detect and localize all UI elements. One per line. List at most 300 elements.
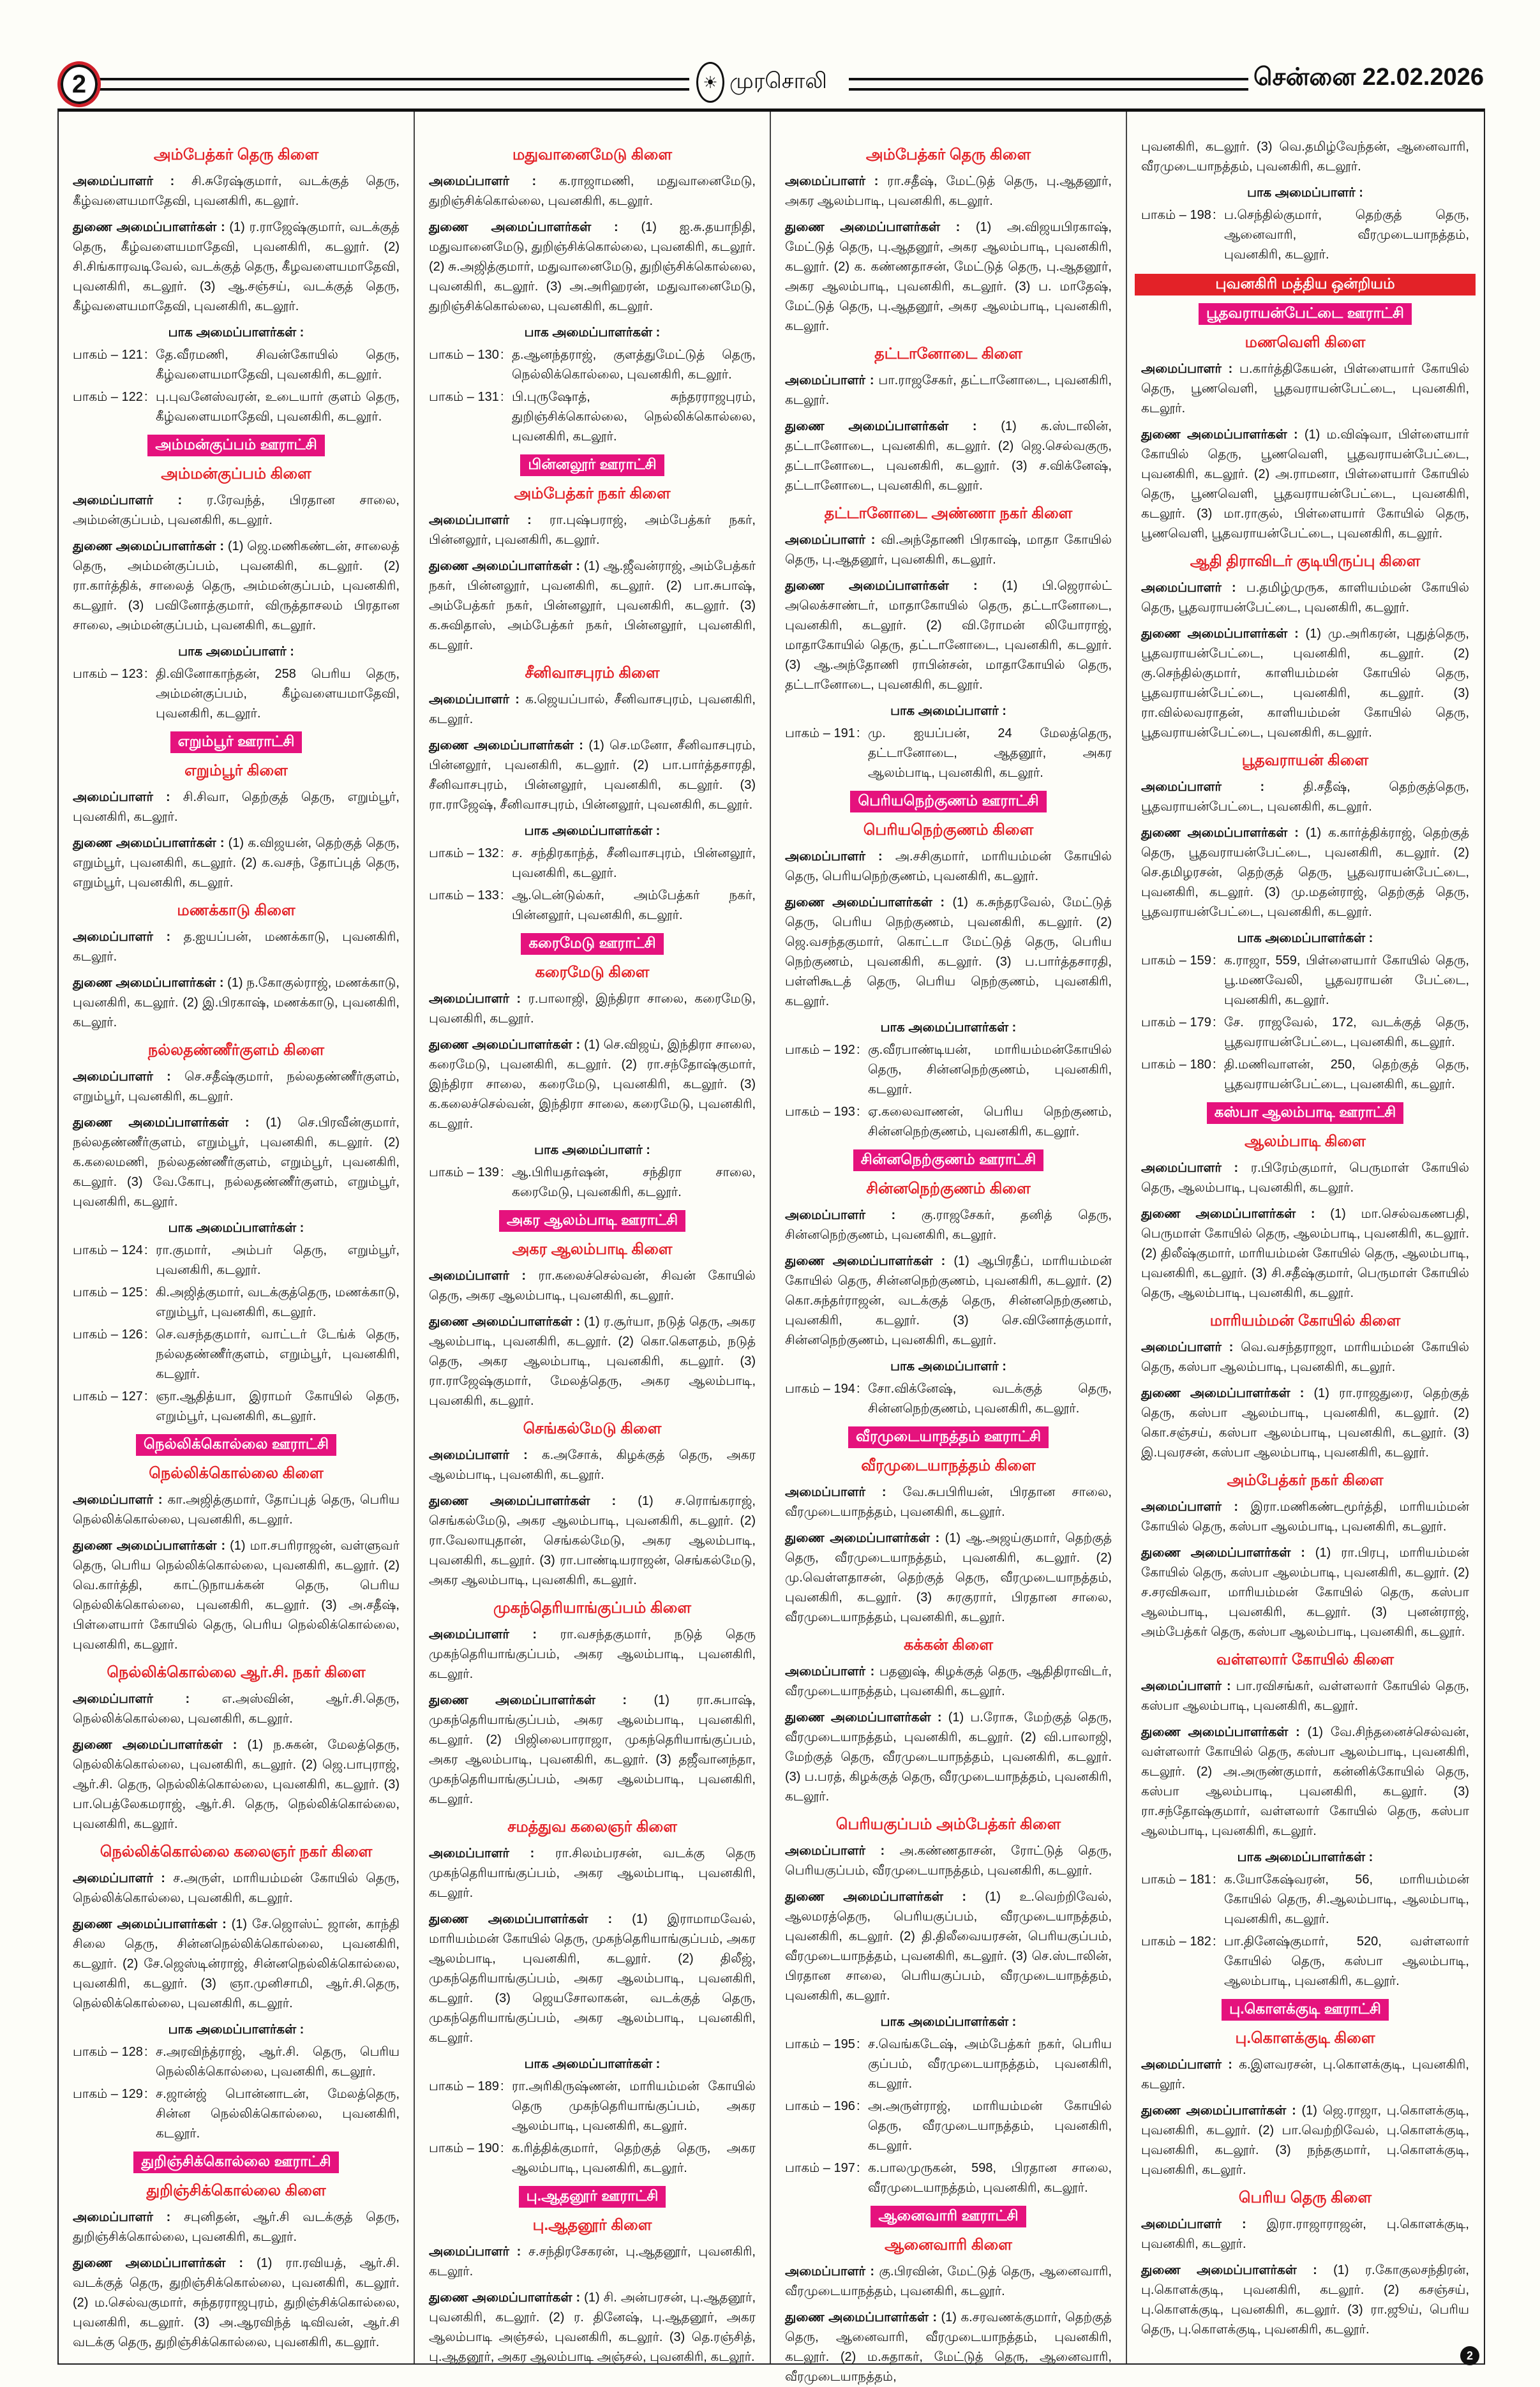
member-paragraph bbox=[73, 788, 400, 827]
member-details: (1) இராமாமவேல், மாரியம்மன் கோயில் தெரு, முகந்தெரியாங்குப்பம், அகர ஆலம்பாடி, புவனகிரி, கடலூர். (2) திலீஜ், முகந்தெரியாங்குப்பம், அகர ஆலம்பாடி, புவனகிரி, கடலூர். (3) ஜெயசோலாகன், வடக்குத் தெரு, முகந்தெரியாங்குப்பம், அகர ஆலம்பாடி, புவனகிரி, கடலூர். bbox=[429, 1912, 756, 2045]
member-details: க.ராஜாமணி, மதுவானைமேடு, துறிஞ்சிக்கொல்லை, புவனகிரி, கடலூர். bbox=[429, 174, 756, 208]
banner-label: சின்னநெற்குணம் ஊராட்சி bbox=[853, 1149, 1044, 1171]
member-paragraph bbox=[1141, 359, 1469, 419]
branch-heading: தட்டானோடை கிளை bbox=[874, 345, 1022, 363]
role-label: அமைப்பாளர் : bbox=[785, 373, 874, 387]
role-label: துணை அமைப்பாளர்கள் : bbox=[73, 2256, 244, 2270]
masthead-rule bbox=[849, 78, 1315, 91]
member-paragraph bbox=[73, 1869, 400, 1908]
role-label: அமைப்பாளர் : bbox=[73, 1692, 190, 1706]
booth-organizer: த.ஆனந்தராஜ், குளத்துமேட்டுத் தெரு, நெல்லிக்கொல்லை, புவனகிரி, கடலூர். bbox=[512, 348, 756, 382]
member-paragraph bbox=[785, 1252, 1112, 1351]
role-label: துணை அமைப்பாளர்கள் : bbox=[1141, 1207, 1315, 1221]
subheading: பாக அமைப்பாளர் : bbox=[534, 1143, 650, 1157]
booth-number: பாகம் – 125 bbox=[73, 1285, 143, 1299]
panchayat-banner bbox=[73, 1434, 400, 1456]
booth-organizer: ச.ஜான்ஜ் பொன்னாடன், மேலத்தெரு, சின்ன நெல்லிக்கொல்லை, புவனகிரி, கடலூர். bbox=[156, 2087, 400, 2141]
branch-heading: பு.கொளக்குடி கிளை bbox=[1235, 2030, 1375, 2047]
member-paragraph bbox=[785, 1206, 1112, 1245]
role-label: அமைப்பாளர் : bbox=[1141, 2058, 1232, 2072]
booth-row bbox=[73, 2042, 400, 2082]
role-label: துணை அமைப்பாளர்கள் : bbox=[73, 1116, 250, 1130]
member-paragraph bbox=[429, 218, 756, 317]
member-paragraph bbox=[73, 1113, 400, 1212]
member-paragraph bbox=[1141, 823, 1469, 922]
colon: : bbox=[1213, 208, 1216, 222]
member-details: (1) மு.அரிகரன், புதுத்தெரு, பூதவராயன்பேட்டை, புவனகிரி, கடலூர். (2) கு.செந்தில்குமார், காளியம்மன் கோயில் தெரு, பூதவராயன்பேட்டை, புவனகிரி, கடலூர். (3) ரா.வில்லவராதன், காளியம்மன் கோயில் தெரு, பூதவராயன்பேட்டை, புவனகிரி, கடலூர். bbox=[1141, 627, 1469, 740]
banner-label: வீரமுடையாநத்தம் ஊராட்சி bbox=[848, 1426, 1049, 1448]
role-label: துணை அமைப்பாளர்கள் : bbox=[429, 1693, 627, 1707]
panchayat-banner bbox=[429, 2186, 756, 2208]
member-paragraph bbox=[73, 834, 400, 893]
member-paragraph bbox=[1141, 1384, 1469, 1463]
member-paragraph bbox=[785, 1841, 1112, 1881]
role-label: அமைப்பாளர் : bbox=[73, 930, 171, 944]
member-details: (1) ரா.ரவியத், ஆர்.சி. வடக்குத் தெரு, துறிஞ்சிக்கொல்லை, புவனகிரி, கடலூர். (2) ம.செல்வகுமார், சுந்தரராஜபுரம், துறிஞ்சிக்கொல்லை, புவனகிரி, கடலூர். (3) அ.ஆரவிந்த் டிவிவன், ஆர்.சி வடக்கு தெரு, துறிஞ்சிக்கொல்லை, புவனகிரி, கடலூர். bbox=[73, 2256, 400, 2349]
booth-row bbox=[73, 345, 400, 385]
role-label: துணை அமைப்பாளர்கள் : bbox=[429, 1494, 617, 1508]
branch-heading: அம்பேத்கர் தெரு கிளை bbox=[865, 146, 1031, 163]
column-4 bbox=[1127, 112, 1483, 2363]
role-label: அமைப்பாளர் : bbox=[1141, 1679, 1231, 1693]
subheading: பாக அமைப்பாளர்கள் : bbox=[1237, 1850, 1373, 1864]
banner-label: புவனகிரி மத்திய ஒன்றியம் bbox=[1135, 274, 1476, 296]
member-paragraph bbox=[785, 371, 1112, 410]
member-paragraph bbox=[73, 1536, 400, 1655]
colon: : bbox=[500, 348, 504, 362]
booth-organizer: தி.மணிவாளன், 250, தெற்குத் தெரு, பூதவராயன்பேட்டை, புவனகிரி, கடலூர். bbox=[1224, 1058, 1469, 1091]
paper-name: முரசொலி bbox=[729, 68, 827, 93]
booth-organizer: ப.செந்தில்குமார், தெற்குத் தெரு, ஆனைவாரி, வீரமுடையாநத்தம், புவனகிரி, கடலூர். bbox=[1224, 208, 1469, 262]
role-label: அமைப்பாளர் : bbox=[785, 2264, 875, 2278]
member-details: ர.ரேவந்த், பிரதான சாலை, அம்மன்குப்பம், புவனகிரி, கடலூர். bbox=[73, 493, 400, 527]
banner-label: அம்மன்குப்பம் ஊராட்சி bbox=[147, 435, 324, 456]
member-paragraph bbox=[1141, 425, 1469, 544]
booth-row bbox=[1141, 1055, 1469, 1095]
member-details: சி.சிவா, தெற்குத் தெரு, எறும்பூர், புவனகிரி, கடலூர். bbox=[73, 790, 400, 824]
member-details: ர.பாலாஜி, இந்திரா சாலை, கரைமேடு, புவனகிரி, கடலூர். bbox=[429, 992, 756, 1026]
member-paragraph bbox=[73, 973, 400, 1033]
union-banner bbox=[1135, 274, 1476, 296]
member-details: அ.சசிகுமார், மாரியம்மன் கோயில் தெரு, பெரியநெற்குணம், புவனகிரி, கடலூர். bbox=[785, 849, 1112, 883]
role-label: துணை அமைப்பாளர்கள் : bbox=[73, 1917, 227, 1931]
member-details: (1) க.ஸ்டாலின், தட்டானோடை, புவனகிரி, கடலூர். (2) ஜெ.செல்வகுரு, தட்டானோடை, புவனகிரி, கடலூர். (3) ச.விக்னேஷ், தட்டானோடை, புவனகிரி, கடலூர். bbox=[785, 419, 1112, 493]
member-paragraph bbox=[1141, 1723, 1469, 1841]
member-details: எ.அஸ்வின், ஆர்.சி.தெரு, நெல்லிக்கொல்லை, புவனகிரி, கடலூர். bbox=[73, 1692, 400, 1726]
booth-organizer: மு. ஐயப்பன், 24 மேலத்தெரு, தட்டானோடை, ஆதனூர், அகர ஆலம்பாடி, புவனகிரி, கடலூர். bbox=[868, 726, 1112, 780]
booth-row bbox=[785, 2035, 1112, 2094]
banner-label: பெரியநெற்குணம் ஊராட்சி bbox=[850, 791, 1046, 812]
member-paragraph bbox=[785, 417, 1112, 496]
booth-number: பாகம் – 127 bbox=[73, 1389, 143, 1403]
panchayat-banner bbox=[785, 1149, 1112, 1171]
booth-organizer: கு.வீரபாண்டியன், மாரியம்மன்கோயில் தெரு, சின்னநெற்குணம், புவனகிரி, கடலூர். bbox=[868, 1043, 1112, 1096]
branch-heading: அகர ஆலம்பாடி கிளை bbox=[512, 1241, 673, 1258]
member-paragraph bbox=[785, 2308, 1112, 2387]
member-paragraph bbox=[785, 1483, 1112, 1522]
subheading: பாக அமைப்பாளர்கள் : bbox=[1237, 931, 1373, 945]
member-details: (1) ரா.சுபாஷ், முகந்தெரியாங்குப்பம், அகர ஆலம்பாடி, புவனகிரி, கடலூர். (2) பிஜிலைபாராஜா, முகந்தெரியாங்குப்பம், அகர ஆலம்பாடி, புவனகிரி, கடலூர். (3) தஜீவானந்தா, முகந்தெரியாங்குப்பம், அகர ஆலம்பாடி, புவனகிரி, கடலூர். bbox=[429, 1693, 756, 1806]
member-paragraph bbox=[1141, 777, 1469, 817]
footer-page-number: 2 bbox=[1460, 2346, 1479, 2365]
role-label: துணை அமைப்பாளர்கள் : bbox=[1141, 1546, 1305, 1560]
role-label: அமைப்பாளர் : bbox=[785, 1844, 885, 1858]
booth-organizer: கி.அஜித்குமார், வடக்குத்தெரு, மணக்காடு, எறும்பூர், புவனகிரி, கடலூர். bbox=[156, 1285, 400, 1319]
subheading: பாக அமைப்பாளர் : bbox=[178, 645, 294, 659]
branch-heading: பு.ஆதனூர் கிளை bbox=[532, 2217, 652, 2234]
member-details: ரா.வசந்தகுமார், நடுத் தெரு முகந்தெரியாங்குப்பம், அகர ஆலம்பாடி, புவனகிரி, கடலூர். bbox=[429, 1627, 756, 1681]
banner-label: கரைமேடு ஊராட்சி bbox=[521, 933, 663, 955]
member-details: (1) ம.விஷ்வா, பிள்ளையார் கோயில் தெரு, பூணவெளி, பூதவராயன்பேட்டை, புவனகிரி, கடலூர். (2) அ.ராமனா, பிள்ளையார் கோயில் தெரு, பூணவெளி, பூதவராயன்பேட்டை, புவனகிரி, கடலூர். (3) மா.ராகுல், பிள்ளையார் கோயில் தெரு, பூணவெளி, பூதவராயன்பேட்டை, புவனகிரி, கடலூர். bbox=[1141, 428, 1470, 541]
banner-label: பின்னலூர் ஊராட்சி bbox=[520, 454, 664, 476]
member-paragraph bbox=[73, 1735, 400, 1834]
role-label: துணை அமைப்பாளர்கள் : bbox=[1141, 428, 1298, 442]
booth-organizer: ஞா.ஆதித்யா, இராமர் கோயில் தெரு, எறும்பூர், புவனகிரி, கடலூர். bbox=[156, 1389, 400, 1423]
booth-row bbox=[785, 2159, 1112, 2198]
member-paragraph bbox=[429, 690, 756, 730]
role-label: துணை அமைப்பாளர்கள் : bbox=[73, 976, 224, 990]
dateline: சென்னை 22.02.2026 bbox=[1248, 64, 1484, 94]
role-label: துணை அமைப்பாளர்கள் : bbox=[429, 1912, 613, 1926]
member-paragraph bbox=[429, 1625, 756, 1684]
branch-heading: மணவெளி கிளை bbox=[1245, 334, 1366, 351]
booth-row bbox=[1141, 1870, 1469, 1929]
role-label: அமைப்பாளர் : bbox=[429, 174, 537, 188]
member-details: (1) க.கார்த்திக்ராஜ், தெற்குத் தெரு, பூதவராயன்பேட்டை, புவனகிரி, கடலூர். (2) செ.தமிழரசன், தெற்குத் தெரு, பூதவராயன்பேட்டை, புவனகிரி, கடலூர். (3) மு.மதன்ராஜ், தெற்குத் தெரு, பூதவராயன்பேட்டை, புவனகிரி, கடலூர். bbox=[1141, 826, 1469, 919]
booth-number: பாகம் – 124 bbox=[73, 1243, 143, 1257]
booth-number: பாகம் – 133 bbox=[429, 888, 499, 902]
role-label: துணை அமைப்பாளர்கள் : bbox=[785, 1890, 966, 1904]
booth-number: பாகம் – 194 bbox=[785, 1382, 855, 1396]
branch-heading: பூதவராயன் கிளை bbox=[1241, 752, 1369, 769]
member-paragraph bbox=[785, 847, 1112, 887]
member-details: (1) ர.ராஜேஷ்குமார், வடக்குத் தெரு, கீழ்வளையமாதேவி, புவனகிரி, கடலூர். (2) சி.சிங்காரவடிவேல், வடக்குத் தெரு, கீழவளையமாதேவி, புவனகிரி, கடலூர். (3) ஆ.சஞ்சய், வடக்குத் தெரு, கீழ்வளையமாதேவி, புவனகிரி, கடலூர். bbox=[73, 220, 400, 313]
role-label: துணை அமைப்பாளர்கள் : bbox=[1141, 2263, 1317, 2277]
booth-row bbox=[785, 1040, 1112, 1100]
booth-number: பாகம் – 129 bbox=[73, 2087, 143, 2101]
colon: : bbox=[144, 1389, 148, 1403]
member-details: சி.சுரேஷ்குமார், வடக்குத் தெரு, கீழ்வளையமாதேவி, புவனகிரி, கடலூர். bbox=[73, 174, 400, 208]
member-paragraph bbox=[73, 1689, 400, 1729]
colon: : bbox=[500, 1165, 504, 1179]
member-details: (1) பி.ஜெரால்ட் அலெக்சாண்டர், மாதாகோயில் தெரு, தட்டானோடை, புவனகிரி, கடலூர். (2) வி.ரோமன் லியோராஜ், மாதாகோயில் தெரு, தட்டானோடை, புவனகிரி, கடலூர். (3) ஆ.அந்தோணி ராபின்சன், மாதாகோயில் தெரு, தட்டானோடை, புவனகிரி, கடலூர். bbox=[785, 579, 1112, 692]
booth-number: பாகம் – 197 bbox=[785, 2161, 855, 2175]
member-details: பா.ராஜசேகர், தட்டானோடை, புவனகிரி, கடலூர். bbox=[785, 373, 1112, 407]
branch-heading: செங்கல்மேடு கிளை bbox=[523, 1420, 662, 1437]
member-paragraph bbox=[1141, 1677, 1469, 1716]
member-details: (1) ஆ.ஜீவன்ராஜ், அம்பேத்கர் நகர், பின்னலூர், புவனகிரி, கடலூர். (2) பா.சுபாஷ், அம்பேத்கர் நகர், பின்னலூர், புவனகிரி, கடலூர். (3) க.சுவிதாஸ், அம்பேத்கர் நகர், பின்னலூர், புவனகிரி, கடலூர். bbox=[429, 559, 756, 652]
column-3 bbox=[771, 112, 1127, 2384]
role-label: அமைப்பாளர் : bbox=[73, 790, 170, 804]
member-paragraph bbox=[73, 537, 400, 636]
subheading: பாக அமைப்பாளர்கள் : bbox=[880, 2015, 1017, 2029]
role-label: துணை அமைப்பாளர்கள் : bbox=[73, 220, 225, 234]
member-details: (1) ஜெ.மணிகண்டன், சாலைத் தெரு, அம்மன்குப்பம், புவனகிரி, கடலூர். (2) ரா.கார்த்திக், சாலைத் தெரு, அம்மன்குப்பம், புவனகிரி, கடலூர். (3) பவினோத்குமார், விருத்தாசலம் பிரதான சாலை, அம்மன்குப்பம், புவனகிரி, கடலூர். bbox=[73, 539, 400, 632]
booth-number: பாகம் – 121 bbox=[73, 348, 143, 362]
colon: : bbox=[500, 2141, 504, 2155]
member-paragraph bbox=[429, 557, 756, 655]
member-details: (1) ரா.பிரபு, மாரியம்மன் கோயில் தெரு, கஸ்பா ஆலம்பாடி, புவனகிரி, கடலூர். (2) ச.சரவிசுவா, மாரியம்மன் கோயில் தெரு, கஸ்பா ஆலம்பாடி, புவனகிரி, கடலூர். (3) புனன்ராஜ், அம்பேத்கர் தெரு, கஸ்பா ஆலம்பாடி, புவனகிரி, கடலூர். bbox=[1141, 1546, 1469, 1639]
role-label: துணை அமைப்பாளர்கள் : bbox=[785, 2310, 938, 2324]
subheading: பாக அமைப்பாளர்கள் : bbox=[168, 1221, 304, 1235]
role-label: அமைப்பாளர் : bbox=[1141, 581, 1236, 595]
member-details: (1) ஐ.சு.தயாநிதி, மதுவானைமேடு, துறிஞ்சிக்கொல்லை, புவனகிரி, கடலூர். (2) சு.அஜித்குமார், மதுவானைமேடு, துறிஞ்சிக்கொல்லை, புவனகிரி, கடலூர். (3) அ.அரிஹரன், மதுவானைமேடு, துறிஞ்சிக்கொல்லை, புவனகிரி, கடலூர். bbox=[429, 220, 756, 313]
member-paragraph bbox=[73, 172, 400, 211]
role-label: அமைப்பாளர் : bbox=[429, 1448, 528, 1462]
role-label: துணை அமைப்பாளர்கள் : bbox=[73, 539, 224, 553]
member-details: புவனகிரி, கடலூர். (3) வெ.தமிழ்வேந்தன், ஆனைவாரி, வீரமுடையாநத்தம், புவனகிரி, கடலூர். bbox=[1141, 140, 1469, 174]
booth-number: பாகம் – 192 bbox=[785, 1043, 855, 1057]
member-paragraph bbox=[429, 172, 756, 211]
booth-organizer: ஏ.கலைவாணன், பெரிய நெற்குணம், சின்னநெற்குணம், புவனகிரி, கடலூர். bbox=[868, 1105, 1112, 1139]
booth-row bbox=[429, 387, 756, 447]
member-paragraph bbox=[429, 1446, 756, 1485]
member-details: (1) க.விஜயன், தெற்குத் தெரு, எறும்பூர், புவனகிரி, கடலூர். (2) க.வசந், தோப்புத் தெரு, எறும்பூர், புவனகிரி, கடலூர். bbox=[73, 836, 400, 890]
member-paragraph bbox=[73, 2254, 400, 2353]
branch-heading: தட்டானோடை அண்ணா நகர் கிளை bbox=[824, 505, 1073, 522]
newspaper-logo bbox=[692, 61, 831, 103]
colon: : bbox=[500, 846, 504, 860]
booth-row bbox=[785, 1102, 1112, 1142]
booth-row bbox=[1141, 1932, 1469, 1991]
booth-number: பாகம் – 122 bbox=[73, 390, 143, 404]
role-label: அமைப்பாளர் : bbox=[785, 174, 879, 188]
panchayat-banner bbox=[429, 933, 756, 955]
booth-row bbox=[1141, 951, 1469, 1010]
role-label: துணை அமைப்பாளர்கள் : bbox=[1141, 627, 1299, 641]
member-paragraph bbox=[73, 1067, 400, 1107]
colon: : bbox=[1213, 1015, 1216, 1029]
role-label: அமைப்பாளர் : bbox=[429, 1269, 526, 1283]
role-label: அமைப்பாளர் : bbox=[429, 1627, 537, 1642]
panchayat-banner bbox=[785, 791, 1112, 812]
member-paragraph bbox=[1141, 2215, 1469, 2254]
member-details: அ.கண்ணதாசன், ரோட்டுத் தெரு, பெரியகுப்பம், வீரமுடையாநத்தம், புவனகிரி, கடலூர். bbox=[785, 1844, 1112, 1878]
booth-number: பாகம் – 128 bbox=[73, 2045, 143, 2059]
member-paragraph bbox=[429, 1312, 756, 1411]
panchayat-banner bbox=[73, 731, 400, 753]
colon: : bbox=[144, 2087, 148, 2101]
member-details: (1) மா.செல்வகணபதி, பெருமாள் கோயில் தெரு, ஆலம்பாடி, புவனகிரி, கடலூர். (2) திலீஷ்குமார், மாரியம்மன் கோயில் தெரு, ஆலம்பாடி, புவனகிரி, கடலூர். (3) சி.சதீஷ்குமார், பெருமாள் கோயில் தெரு, ஆலம்பாடி, புவனகிரி, கடலூர். bbox=[1141, 1207, 1469, 1300]
member-details: பா.ரவிசங்கர், வள்ளலார் கோயில் தெரு, கஸ்பா ஆலம்பாடி, புவனகிரி, கடலூர். bbox=[1141, 1679, 1469, 1713]
banner-label: நெல்லிக்கொல்லை ஊராட்சி bbox=[136, 1434, 336, 1456]
member-details: (1) செ.விஜய், இந்திரா சாலை, கரைமேடு, புவனகிரி, கடலூர். (2) ரா.சந்தோஷ்குமார், இந்திரா சாலை, கரைமேடு, புவனகிரி, கடலூர். (3) க.கலைச்செல்வன், இந்திரா சாலை, கரைமேடு, புவனகிரி, கடலூர். bbox=[429, 1038, 756, 1131]
member-details: ரா.புஷ்பராஜ், அம்பேத்கர் நகர், பின்னலூர், புவனகிரி, கடலூர். bbox=[429, 513, 756, 547]
role-label: துணை அமைப்பாளர்கள் : bbox=[785, 220, 961, 234]
booth-number: பாகம் – 123 bbox=[73, 667, 143, 681]
booth-number: பாகம் – 182 bbox=[1141, 1934, 1211, 1949]
booth-organizer: பி.புருஷோத், சுந்தரராஜபுரம், துறிஞ்சிக்கொல்லை, நெல்லிக்கொல்லை, புவனகிரி, கடலூர். bbox=[512, 390, 756, 444]
branch-heading: மாரியம்மன் கோயில் கிளை bbox=[1209, 1312, 1401, 1329]
member-details: ர.பிரேம்குமார், பெருமாள் கோயில் தெரு, ஆலம்பாடி, புவனகிரி, கடலூர். bbox=[1141, 1161, 1469, 1195]
booth-organizer: ஆ.டென்டுல்கர், அம்பேத்கர் நகர், பின்னலூர், புவனகிரி, கடலூர். bbox=[512, 888, 756, 922]
banner-label: கஸ்பா ஆலம்பாடி ஊராட்சி bbox=[1207, 1102, 1404, 1124]
role-label: துணை அமைப்பாளர்கள் : bbox=[1141, 2104, 1296, 2118]
role-label: அமைப்பாளர் : bbox=[73, 1070, 171, 1084]
member-details: (1) ச.ரொங்கராஜ், செங்கல்மேடு, அகர ஆலம்பாடி, புவனகிரி, கடலூர். (2) ரா.வேலாயுதான், செங்கல்மேடு, அகர ஆலம்பாடி, புவனகிரி, கடலூர். (3) ரா.பாண்டியராஜன், செங்கல்மேடு, அகர ஆலம்பாடி, புவனகிரி, கடலூர். bbox=[429, 1494, 756, 1587]
member-details: க.இளவரசன், பு.கொளக்குடி, புவனகிரி, கடலூர். bbox=[1141, 2058, 1469, 2091]
role-label: அமைப்பாளர் : bbox=[73, 493, 183, 507]
colon: : bbox=[500, 390, 504, 404]
member-paragraph bbox=[429, 2288, 756, 2367]
booth-organizer: பா.தினேஷ்குமார், 520, வள்ளலார் கோயில் தெரு, கஸ்பா ஆலம்பாடி, ஆலம்பாடி, புவனகிரி, கடலூர். bbox=[1224, 1934, 1469, 1988]
role-label: அமைப்பாளர் : bbox=[73, 1493, 163, 1507]
colon: : bbox=[856, 1043, 860, 1057]
booth-row bbox=[73, 387, 400, 427]
member-details: த.ஐயப்பன், மணக்காடு, புவனகிரி, கடலூர். bbox=[73, 930, 400, 964]
branch-heading: முகந்தெரியாங்குப்பம் கிளை bbox=[493, 1599, 692, 1617]
member-details: வெ.வசந்தராஜா, மாரியம்மன் கோயில் தெரு, கஸ்பா ஆலம்பாடி, புவனகிரி, கடலூர். bbox=[1141, 1340, 1469, 1374]
branch-heading: சீனிவாசபுரம் கிளை bbox=[525, 664, 660, 682]
role-label: அமைப்பாளர் : bbox=[1141, 362, 1233, 376]
booth-number: பாகம் – 190 bbox=[429, 2141, 499, 2155]
role-label: துணை அமைப்பாளர்கள் : bbox=[429, 220, 618, 234]
member-details: (1) ர.கோகுலசந்திரன், பு.கொளக்குடி, புவனகிரி, கடலூர். (2) கசஞ்சய், பு.கொளக்குடி, புவனகிரி, கடலூர். (3) ரா.ஜூய், பெரிய தெரு, பு.கொளக்குடி, புவனகிரி, கடலூர். bbox=[1141, 2263, 1469, 2337]
branch-heading: அம்பேத்கர் நகர் கிளை bbox=[1227, 1472, 1384, 1489]
member-paragraph bbox=[73, 1915, 400, 2014]
role-label: துணை அமைப்பாளர்கள் : bbox=[429, 738, 583, 752]
booth-row bbox=[785, 2097, 1112, 2156]
booth-row bbox=[1141, 1013, 1469, 1052]
role-label: துணை அமைப்பாளர்கள் : bbox=[785, 1531, 940, 1545]
booth-number: பாகம் – 189 bbox=[429, 2079, 499, 2093]
member-details: ப.தமிழ்முருக, காளியம்மன் கோயில் தெரு, பூதவராயன்பேட்டை, புவனகிரி, கடலூர். bbox=[1141, 581, 1469, 615]
member-paragraph bbox=[429, 1910, 756, 2048]
banner-label: எறும்பூர் ஊராட்சி bbox=[170, 731, 303, 753]
subheading: பாக அமைப்பாளர் : bbox=[890, 1359, 1006, 1373]
branch-heading: எறும்பூர் கிளை bbox=[184, 762, 288, 779]
branch-heading: சமத்துவ கலைஞர் கிளை bbox=[507, 1818, 677, 1836]
member-details: (1) ஜெ.ராஜா, பு.கொளக்குடி, புவனகிரி, கடலூர். (2) பா.வெற்றிவேல், பு.கொளக்குடி, புவனகிரி, கடலூர். (3) நந்தகுமார், பு.கொளக்குடி, புவனகிரி, கடலூர். bbox=[1141, 2104, 1469, 2177]
colon: : bbox=[144, 390, 148, 404]
colon: : bbox=[144, 1243, 148, 1257]
member-paragraph bbox=[429, 989, 756, 1029]
booth-row bbox=[73, 1325, 400, 1384]
member-details: சபுனிதன், ஆர்.சி வடக்குத் தெரு, துறிஞ்சிக்கொல்லை, புவனகிரி, கடலூர். bbox=[73, 2210, 400, 2244]
colon: : bbox=[856, 2161, 860, 2175]
role-label: துணை அமைப்பாளர்கள் : bbox=[1141, 826, 1299, 840]
booth-number: பாகம் – 159 bbox=[1141, 954, 1211, 968]
booth-organizer: ச. சந்திரகாந்த், சீனிவாசபுரம், பின்னலூர், புவனகிரி, கடலூர். bbox=[512, 846, 756, 880]
colon: : bbox=[1213, 1058, 1216, 1072]
booth-organizer: தே.வீரமணி, சிவன்கோயில் தெரு, கீழ்வளையமாதேவி, புவனகிரி, கடலூர். bbox=[156, 348, 400, 382]
subheading: பாக அமைப்பாளர்கள் : bbox=[524, 326, 661, 340]
member-details: (1) மா.சபரிராஜன், வள்ளுவர் தெரு, பெரிய நெல்லிக்கொல்லை, புவனகிரி, கடலூர். (2) வெ.கார்த்தி, காட்டுநாயக்கன் தெரு, பெரிய நெல்லிக்கொல்லை, புவனகிரி, கடலூர். (3) அ.சதீஷ், பிள்ளையார் கோயில் தெரு, பெரிய நெல்லிக்கொல்லை, புவனகிரி, கடலூர். bbox=[73, 1539, 400, 1652]
booth-row bbox=[73, 1241, 400, 1280]
booth-organizer: ஆ.பிரியதர்ஷன், சந்திரா சாலை, கரைமேடு, புவனகிரி, கடலூர். bbox=[512, 1165, 756, 1199]
member-details: க.ஜெயப்பால், சீனிவாசபுரம், புவனகிரி, கடலூர். bbox=[429, 692, 756, 726]
role-label: துணை அமைப்பாளர்கள் : bbox=[73, 1738, 237, 1752]
member-paragraph bbox=[73, 2208, 400, 2247]
banner-label: பு.கொளக்குடி ஊராட்சி bbox=[1222, 1999, 1389, 2021]
branch-heading: மணக்காடு கிளை bbox=[177, 902, 295, 919]
booth-number: பாகம் – 126 bbox=[73, 1328, 143, 1342]
member-details: செ.சதீஷ்குமார், நல்லதண்ணீர்குளம், எறும்பூர், புவனகிரி, கடலூர். bbox=[73, 1070, 400, 1104]
member-paragraph bbox=[1141, 1204, 1469, 1303]
colon: : bbox=[500, 888, 504, 902]
member-details: (1) ஆபிரதீப், மாரியம்மன் கோயில் தெரு, சின்னநெற்குணம், புவனகிரி, கடலூர். (2) கொ.சுந்தர்ராஜன், வடக்குத் தெரு, சின்னநெற்குணம், புவனகிரி, கடலூர். (3) செ.வினோத்குமார், சின்னநெற்குணம், புவனகிரி, கடலூர். bbox=[785, 1254, 1112, 1347]
branch-heading: அம்மன்குப்பம் கிளை bbox=[161, 465, 311, 483]
member-details: கா.அஜித்குமார், தோப்புத் தெரு, பெரிய நெல்லிக்கொல்லை, புவனகிரி, கடலூர். bbox=[73, 1493, 400, 1527]
member-paragraph bbox=[785, 530, 1112, 570]
booth-organizer: தி.வினோகாந்தன், 258 பெரிய தெரு, அம்மன்குப்பம், கீழ்வளையமாதேவி, புவனகிரி, கடலூர். bbox=[156, 667, 400, 721]
booth-number: பாகம் – 196 bbox=[785, 2099, 855, 2113]
masthead-rule bbox=[96, 78, 689, 91]
colon: : bbox=[856, 726, 860, 740]
colon: : bbox=[856, 2099, 860, 2113]
booth-organizer: ரா.அரிகிருஷ்ணன், மாரியம்மன் கோயில் தெரு முகந்தெரியாங்குப்பம், அகர ஆலம்பாடி, புவனகிரி, கடலூர். bbox=[512, 2079, 756, 2133]
role-label: அமைப்பாளர் : bbox=[785, 533, 876, 547]
role-label: துணை அமைப்பாளர்கள் : bbox=[429, 1038, 581, 1052]
member-paragraph bbox=[429, 1266, 756, 1306]
booth-organizer: க.பாலமுருகன், 598, பிரதான சாலை, வீரமுடையாநத்தம், புவனகிரி, கடலூர். bbox=[868, 2161, 1112, 2195]
booth-row bbox=[73, 2084, 400, 2144]
member-details: ரா.கலைச்செல்வன், சிவன் கோயில் தெரு, அகர ஆலம்பாடி, புவனகிரி, கடலூர். bbox=[429, 1269, 756, 1303]
colon: : bbox=[500, 2079, 504, 2093]
subheading: பாக அமைப்பாளர்கள் : bbox=[168, 2023, 304, 2037]
branch-heading: வள்ளலார் கோயில் கிளை bbox=[1216, 1651, 1394, 1668]
colon: : bbox=[144, 1328, 148, 1342]
colon: : bbox=[1213, 954, 1216, 968]
booth-organizer: ரா.குமார், அம்பர் தெரு, எறும்பூர், புவனகிரி, கடலூர். bbox=[156, 1243, 400, 1277]
branch-heading: அம்பேத்கர் நகர் கிளை bbox=[514, 485, 671, 502]
booth-number: பாகம் – 139 bbox=[429, 1165, 499, 1179]
member-paragraph bbox=[785, 576, 1112, 695]
member-details: கு.பிரவின், மேட்டுத் தெரு, ஆனைவாரி, வீரமுடையாநத்தம், புவனகிரி, கடலூர். bbox=[785, 2264, 1112, 2298]
colon: : bbox=[144, 1285, 148, 1299]
role-label: துணை அமைப்பாளர்கள் : bbox=[785, 895, 945, 909]
member-paragraph bbox=[429, 1492, 756, 1590]
booth-row bbox=[73, 1387, 400, 1426]
role-label: துணை அமைப்பாளர்கள் : bbox=[785, 419, 977, 433]
booth-row bbox=[1141, 206, 1469, 265]
member-paragraph bbox=[1141, 624, 1469, 743]
booth-number: பாகம் – 180 bbox=[1141, 1058, 1211, 1072]
column-1 bbox=[59, 112, 415, 2363]
branch-heading: சின்னநெற்குணம் கிளை bbox=[866, 1180, 1031, 1197]
booth-number: பாகம் – 191 bbox=[785, 726, 855, 740]
column-2 bbox=[415, 112, 771, 2363]
role-label: துணை அமைப்பாளர்கள் : bbox=[429, 2291, 581, 2305]
role-label: அமைப்பாளர் : bbox=[1141, 2217, 1246, 2231]
member-details: (1) ஆ.அஜய்குமார், தெற்குத் தெரு, வீரமுடையாநத்தம், புவனகிரி, கடலூர். (2) மு.வெள்ளதாசன், தெற்குத் தெரு, வீரமுடையாநத்தம், புவனகிரி, கடலூர். (3) சுரகுரார், பிரதான சாலை, வீரமுடையாநத்தம், புவனகிரி, கடலூர். bbox=[785, 1531, 1112, 1624]
branch-heading: நல்லதண்ணீர்குளம் கிளை bbox=[147, 1042, 325, 1059]
colon: : bbox=[144, 2045, 148, 2059]
role-label: அமைப்பாளர் : bbox=[1141, 1161, 1239, 1175]
member-paragraph bbox=[1141, 578, 1469, 618]
panchayat-banner bbox=[785, 1426, 1112, 1448]
subheading: பாக அமைப்பாளர்கள் : bbox=[524, 2057, 661, 2071]
role-label: அமைப்பாளர் : bbox=[73, 2210, 171, 2224]
member-details: (1) அ.விஜயபிரகாஷ், மேட்டுத் தெரு, பு.ஆதனூர், அகர ஆலம்பாடி, புவனகிரி, கடலூர். (2) க. கண்ணதாசன், மேட்டுத் தெரு, பு.ஆதனூர், அகர ஆலம்பாடி, புவனகிரி, கடலூர். (3) ப. மாதேஷ், மேட்டுத் தெரு, பு.ஆதனூர், அகர ஆலம்பாடி, புவனகிரி, கடலூர். bbox=[785, 220, 1112, 333]
role-label: துணை அமைப்பாளர்கள் : bbox=[429, 559, 581, 573]
role-label: அமைப்பாளர் : bbox=[785, 1485, 886, 1499]
role-label: அமைப்பாளர் : bbox=[73, 1871, 165, 1885]
colon: : bbox=[856, 1105, 860, 1119]
member-paragraph bbox=[429, 1844, 756, 1903]
branch-heading: மதுவானைமேடு கிளை bbox=[512, 146, 673, 163]
branch-heading: ஆதி திராவிடர் குடியிருப்பு கிளை bbox=[1190, 553, 1421, 570]
role-label: துணை அமைப்பாளர்கள் : bbox=[785, 1254, 946, 1268]
panchayat-banner bbox=[73, 2151, 400, 2173]
booth-row bbox=[429, 1163, 756, 1202]
member-details: (1) ர.சூர்யா, நடுத் தெரு, அகர ஆலம்பாடி, புவனகிரி, கடலூர். (2) கொ.கௌதம், நடுத் தெரு, அகர ஆலம்பாடி, புவனகிரி, கடலூர். (3) ரா.ராஜேஷ்குமார், மேலத்தெரு, அகர ஆலம்பாடி, புவனகிரி, கடலூர். bbox=[429, 1315, 756, 1408]
booth-row bbox=[429, 2139, 756, 2178]
member-details: ச.அருள், மாரியம்மன் கோயில் தெரு, நெல்லிக்கொல்லை, புவனகிரி, கடலூர். bbox=[73, 1871, 400, 1905]
role-label: அமைப்பாளர் : bbox=[1141, 1340, 1234, 1354]
member-details: வே.சுபபிரியன், பிரதான சாலை, வீரமுடையாநத்தம், புவனகிரி, கடலூர். bbox=[785, 1485, 1112, 1519]
member-details: (1) உ.வெற்றிவேல், ஆலமரத்தெரு, பெரியகுப்பம், வீரமுடையாநத்தம், புவனகிரி, கடலூர். (2) தி.திலீவையரசன், பெரியகுப்பம், வீரமுடையாநத்தம், புவனகிரி, கடலூர். (3) செ.ஸ்டாலின், பிரதான சாலை, பெரியகுப்பம், வீரமுடையாநத்தம், புவனகிரி, கடலூர். bbox=[785, 1890, 1112, 2003]
